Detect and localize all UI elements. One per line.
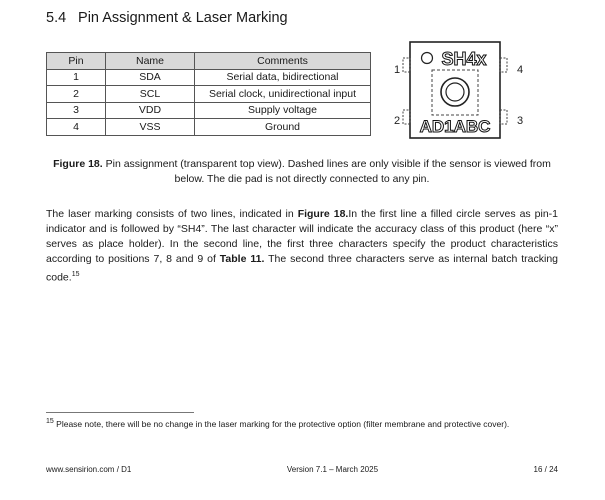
- pad-4: [500, 58, 507, 72]
- figure-reference-link[interactable]: Figure 18.: [297, 208, 349, 220]
- cell-name: SCL: [106, 86, 195, 103]
- cell-comment: Serial clock, unidirectional input: [195, 86, 371, 103]
- cell-pin: 1: [47, 69, 106, 86]
- footnote: [46, 418, 566, 429]
- cell-pin: 2: [47, 86, 106, 103]
- header-name: Name: [106, 53, 195, 70]
- marking-line2: AD1ABC: [419, 117, 491, 136]
- page-footer: [46, 465, 558, 474]
- para-part1: The laser marking consists of two lines, indicated in: [46, 208, 298, 220]
- footer-version: Version 7.1 – March 2025: [286, 465, 379, 474]
- pad-2: [403, 110, 410, 124]
- section-number: 5.4: [46, 10, 67, 26]
- footer-page-number: 16 / 24: [533, 465, 558, 474]
- pad-3: [500, 110, 507, 124]
- cell-name: VSS: [106, 119, 195, 136]
- cell-pin: 3: [47, 102, 106, 119]
- caption-label: Figure 18.: [53, 158, 103, 170]
- footnote-divider: [46, 412, 194, 413]
- pin-label-1: 1: [393, 64, 401, 76]
- footer-website: www.sensirion.com / D1: [46, 465, 132, 474]
- header-pin: Pin: [47, 53, 106, 70]
- pin-table: [46, 52, 371, 136]
- figure-caption: [46, 157, 558, 187]
- section-title: Pin Assignment & Laser Marking: [78, 10, 288, 26]
- pin-label-3: 3: [516, 115, 524, 127]
- cell-comment: Supply voltage: [195, 102, 371, 119]
- cell-comment: Ground: [195, 119, 371, 136]
- header-comments: Comments: [195, 53, 371, 70]
- table-row: [47, 119, 371, 136]
- footnote-text: Please note, there will be no change in the laser marking for the protective option (filter membrane and protective cover).: [53, 418, 510, 429]
- cell-comment: Serial data, bidirectional: [195, 69, 371, 86]
- pin-label-4: 4: [516, 64, 524, 76]
- table-reference-link[interactable]: Table 11.: [219, 253, 265, 265]
- cell-name: VDD: [106, 102, 195, 119]
- para-part3: The second three characters serve as internal batch tracking code.: [46, 253, 558, 284]
- section-heading: [46, 10, 288, 26]
- table-row: [47, 86, 371, 103]
- para-part2: In the first line a filled circle serves as pin-1 indicator and is followed by “SH4”. The last character will indicate the accuracy class of this product (here “x” serves as place holder). In the second line, the first three characters specify the product characteristics according to positions 7, 8 and 9 of: [46, 208, 558, 265]
- pin-label-2: 2: [393, 115, 401, 127]
- cell-name: SDA: [106, 69, 195, 86]
- caption-text: Pin assignment (transparent top view). Dashed lines are only visible if the sensor is viewed from below. The die pad is not directly connected to any pin.: [102, 158, 551, 185]
- footnote-number: 15: [46, 418, 54, 425]
- marking-line1: SH4x: [441, 49, 487, 69]
- pin-diagram: [380, 40, 530, 140]
- table-row: [47, 102, 371, 119]
- table-row: [47, 69, 371, 86]
- footnote-ref[interactable]: 15: [71, 271, 80, 278]
- body-paragraph: [46, 207, 558, 286]
- cell-pin: 4: [47, 119, 106, 136]
- pad-1: [403, 58, 410, 72]
- table-header-row: [47, 53, 371, 70]
